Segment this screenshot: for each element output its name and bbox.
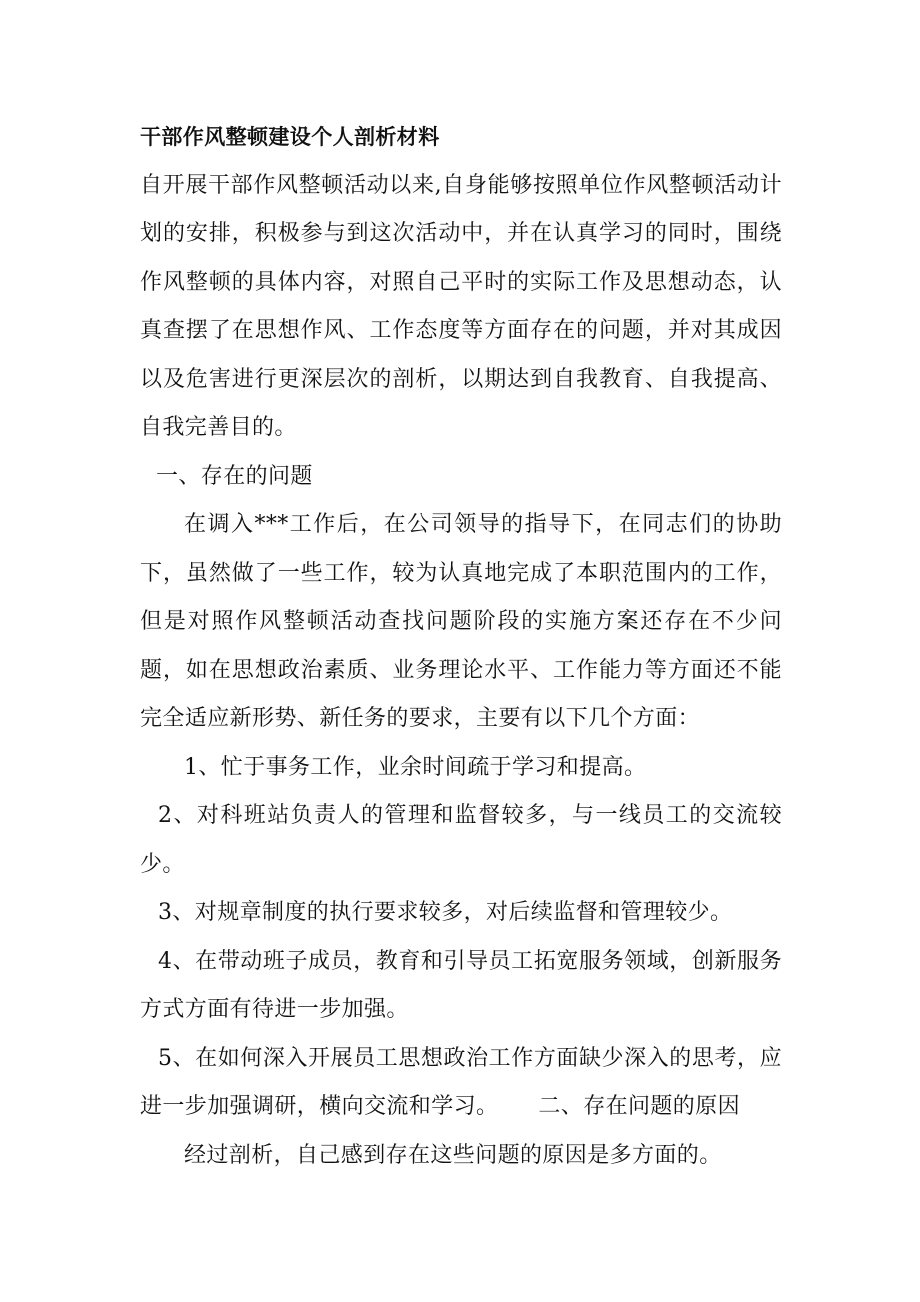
list-item-5-text: 5、在如何深入开展员工思想政治工作方面缺少深入的思考，应进一步加强调研，横向交流和学习。 bbox=[140, 1045, 782, 1119]
section2-heading: 二、存在问题的原因 bbox=[538, 1094, 741, 1119]
list-item-5 bbox=[140, 1035, 782, 1132]
list-item-3: 3、对规章制度的执行要求较多，对后续监督和管理较少。 bbox=[158, 900, 733, 925]
document-title: 干部作风整顿建设个人剖析材料 bbox=[140, 125, 440, 149]
list-item-1: 1、忙于事务工作，业余时间疏于学习和提高。 bbox=[184, 754, 647, 780]
section1-paragraph: 在调入***工作后，在公司领导的指导下，在同志们的协助下，虽然做了一些工作，较为认真地完成了本职范围内的工作，但是对照作风整顿活动查找问题阶段的实施方案还存在不少问题，如在思想政治素质、业务理论水平、工作能力等方面还不能完全适应新形势、新任务的要求，主要有以下几个方面： bbox=[140, 512, 782, 731]
section1-heading: 一、存在的问题 bbox=[156, 463, 313, 489]
document-body bbox=[140, 113, 782, 1180]
section2-paragraph: 经过剖析，自己感到存在这些问题的原因是多方面的。 bbox=[184, 1142, 722, 1168]
list-item-4: 4、在带动班子成员，教育和引导员工拓宽服务领域，创新服务方式方面有待进一步加强。 bbox=[140, 948, 782, 1022]
list-item-2: 2、对科班站负责人的管理和监督较多，与一线员工的交流较少。 bbox=[140, 803, 782, 877]
intro-paragraph: 自开展干部作风整顿活动以来,自身能够按照单位作风整顿活动计划的安排，积极参与到这次活动中，并在认真学习的同时，围绕作风整顿的具体内容，对照自己平时的实际工作及思想动态，认真查摆了在思想作风、工作态度等方面存在的问题，并对其成因以及危害进行更深层次的剖析，以期达到自我教育、自我提高、自我完善目的。 bbox=[140, 172, 782, 440]
